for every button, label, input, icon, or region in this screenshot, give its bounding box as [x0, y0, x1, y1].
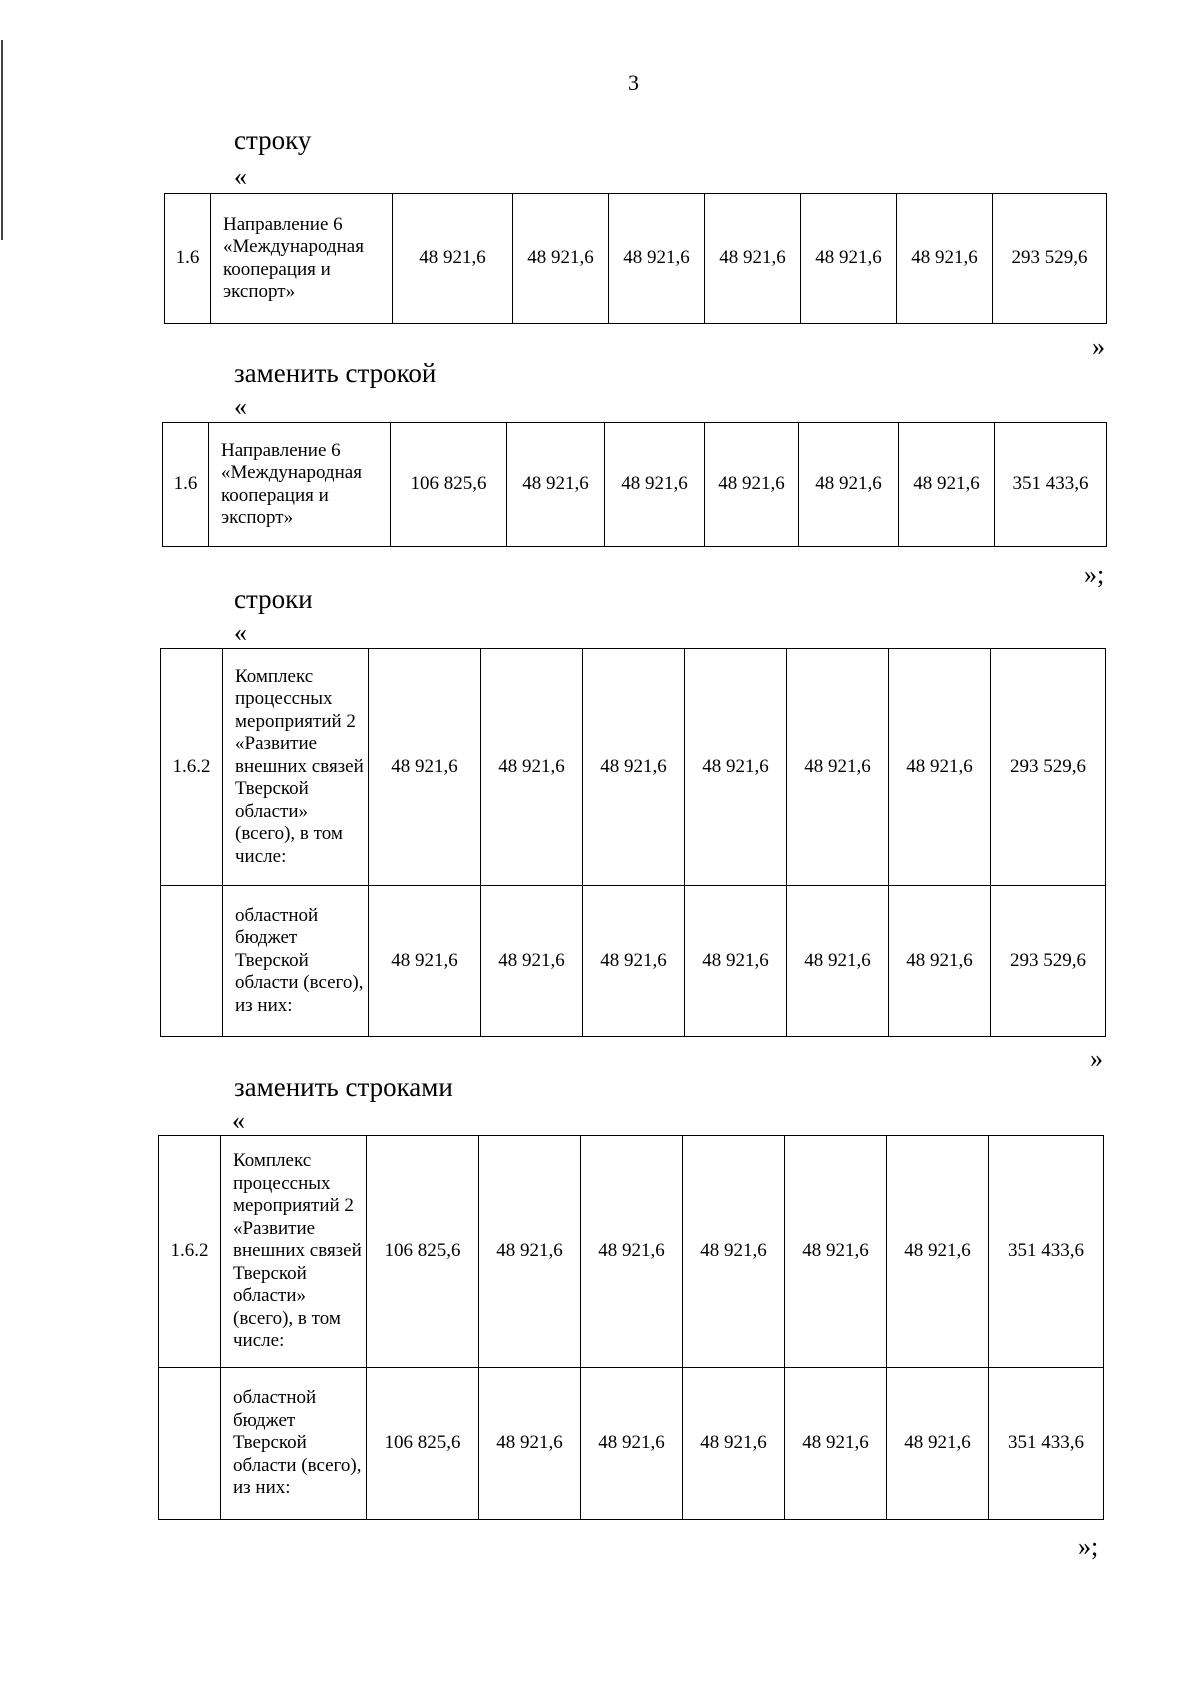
opening-quote: « [234, 392, 247, 421]
scan-margin-line [1, 40, 3, 240]
value-cell: 106 825,6 [367, 1368, 479, 1520]
value-cell: 48 921,6 [479, 1368, 581, 1520]
closing-quote: » [1090, 1044, 1103, 1073]
opening-quote: « [234, 162, 247, 191]
value-cell: 48 921,6 [609, 194, 705, 324]
opening-quote: « [234, 618, 247, 647]
row-code: 1.6.2 [159, 1136, 221, 1368]
value-cell: 48 921,6 [799, 423, 899, 547]
section-heading: заменить строками [234, 1072, 453, 1102]
row-label: Комплекс процессных мероприятий 2 «Развитие внешних связей Тверской области» (всего), в том числе: [223, 649, 369, 886]
value-cell: 48 921,6 [787, 649, 889, 886]
row-label: Комплекс процессных мероприятий 2 «Развитие внешних связей Тверской области» (всего), в том числе: [221, 1136, 367, 1368]
value-cell: 48 921,6 [581, 1368, 683, 1520]
value-cell: 48 921,6 [897, 194, 993, 324]
section-heading: заменить строкой [234, 358, 437, 388]
row-label: областной бюджет Тверской области (всего), из них: [223, 886, 369, 1037]
value-cell: 48 921,6 [683, 1368, 785, 1520]
closing-quote: »; [1078, 1532, 1099, 1561]
total-cell: 293 529,6 [993, 194, 1107, 324]
value-cell: 48 921,6 [889, 649, 991, 886]
value-cell: 48 921,6 [787, 886, 889, 1037]
page-number: 3 [628, 70, 639, 95]
total-cell: 351 433,6 [989, 1136, 1104, 1368]
value-cell: 48 921,6 [685, 649, 787, 886]
total-cell: 293 529,6 [991, 886, 1106, 1037]
value-cell: 48 921,6 [507, 423, 605, 547]
section-heading: строку [234, 125, 312, 155]
table-row [163, 423, 1107, 547]
closing-quote: » [1092, 332, 1105, 361]
amendment-table [162, 422, 1107, 547]
amendment-table [160, 648, 1106, 1037]
table-row [165, 194, 1107, 324]
value-cell: 106 825,6 [391, 423, 507, 547]
table-row [161, 649, 1106, 886]
value-cell: 48 921,6 [887, 1368, 989, 1520]
row-code [159, 1368, 221, 1520]
value-cell: 48 921,6 [369, 649, 481, 886]
value-cell: 48 921,6 [785, 1368, 887, 1520]
value-cell: 48 921,6 [393, 194, 513, 324]
amendment-table [158, 1135, 1104, 1520]
amendment-table [164, 193, 1107, 324]
value-cell: 48 921,6 [481, 886, 583, 1037]
table-row [159, 1368, 1104, 1520]
value-cell: 48 921,6 [481, 649, 583, 886]
value-cell: 48 921,6 [583, 649, 685, 886]
table-row [161, 886, 1106, 1037]
row-code: 1.6 [163, 423, 209, 547]
row-label: Направление 6 «Международная кооперация и экспорт» [211, 194, 393, 324]
value-cell: 48 921,6 [705, 194, 801, 324]
value-cell: 106 825,6 [367, 1136, 479, 1368]
total-cell: 293 529,6 [991, 649, 1106, 886]
value-cell: 48 921,6 [583, 886, 685, 1037]
row-label: областной бюджет Тверской области (всего), из них: [221, 1368, 367, 1520]
table-row [159, 1136, 1104, 1368]
value-cell: 48 921,6 [479, 1136, 581, 1368]
value-cell: 48 921,6 [705, 423, 799, 547]
total-cell: 351 433,6 [989, 1368, 1104, 1520]
section-heading: строки [234, 584, 313, 614]
opening-quote: « [232, 1106, 245, 1135]
value-cell: 48 921,6 [581, 1136, 683, 1368]
value-cell: 48 921,6 [887, 1136, 989, 1368]
row-label: Направление 6 «Международная кооперация и экспорт» [209, 423, 391, 547]
value-cell: 48 921,6 [683, 1136, 785, 1368]
value-cell: 48 921,6 [685, 886, 787, 1037]
value-cell: 48 921,6 [369, 886, 481, 1037]
value-cell: 48 921,6 [899, 423, 995, 547]
total-cell: 351 433,6 [995, 423, 1107, 547]
row-code [161, 886, 223, 1037]
row-code: 1.6.2 [161, 649, 223, 886]
value-cell: 48 921,6 [889, 886, 991, 1037]
value-cell: 48 921,6 [785, 1136, 887, 1368]
value-cell: 48 921,6 [801, 194, 897, 324]
row-code: 1.6 [165, 194, 211, 324]
closing-quote: »; [1084, 560, 1105, 589]
value-cell: 48 921,6 [605, 423, 705, 547]
value-cell: 48 921,6 [513, 194, 609, 324]
